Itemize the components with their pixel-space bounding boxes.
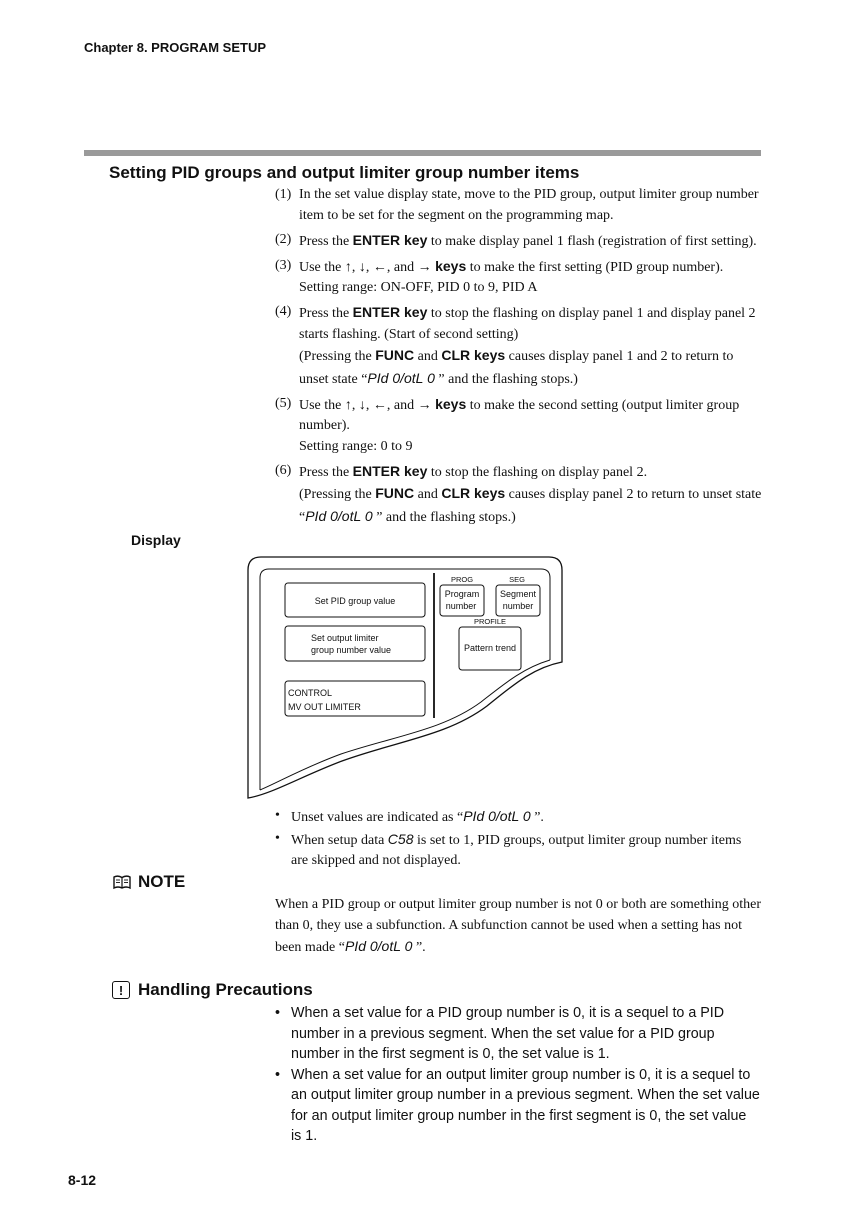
text-run: (Pressing the (299, 349, 376, 364)
key-term: CLR keys (441, 347, 506, 363)
precaution-text: When a set value for a PID group number is 0, it is a sequel to a PID number in a previous segment. When the set value for a PID group number in the first segment is 0, the set value is 1. (291, 1005, 725, 1062)
display-note-item (275, 806, 745, 829)
procedure-step (275, 394, 765, 458)
text-run: Setting range: 0 to 9 (299, 438, 413, 454)
display-label: Display (131, 532, 181, 548)
text-run: ” and the flashing stops.) (434, 371, 578, 387)
display-code: PId 0/otL 0 (367, 369, 435, 386)
text-run: and (414, 487, 442, 502)
prog-label: PROG (450, 575, 474, 584)
set-pid-group-label: Set PID group value (314, 596, 396, 606)
step-number: (1) (275, 187, 292, 202)
key-term: keys (435, 257, 467, 274)
bullet-dot: • (275, 1005, 281, 1021)
text-run: (Pressing the (299, 487, 376, 502)
text-run: ”. (530, 810, 544, 825)
text-run: Setting range: ON-OFF, PID 0 to 9, PID A (299, 280, 538, 295)
book-icon (112, 874, 132, 890)
note-text (275, 895, 765, 959)
key-term: CLR keys (441, 485, 506, 501)
text-run: Press the (299, 306, 353, 321)
key-term: FUNC (375, 347, 415, 363)
profile-label: PROFILE (473, 617, 507, 626)
text-run: Press the (299, 233, 353, 249)
text-run: Use the ↑, ↓, ←, and → (299, 397, 436, 413)
step-number: (5) (275, 395, 292, 411)
text-run: Unset values are indicated as “ (291, 810, 464, 825)
precaution-item (275, 1003, 760, 1065)
key-term: FUNC (375, 485, 415, 501)
section-rule (84, 150, 761, 156)
text-run: causes display panel 1 and 2 to return to unset state “ (299, 349, 734, 387)
text-run: to stop the flashing on display panel 1 and display panel 2 starts flashing. (Start of second setting) (299, 306, 756, 342)
text-run: is set to 1, PID groups, output limiter group number items are skipped and not displayed. (291, 832, 742, 868)
text-run: ”. (412, 940, 426, 955)
segment-number-label-2: number (502, 601, 534, 611)
mv-out-limiter-label: MV OUT LIMITER (288, 702, 361, 712)
note-heading (112, 872, 185, 892)
program-number-label-2: number (445, 601, 477, 611)
set-output-limiter-box (285, 626, 425, 661)
step-number: (2) (275, 231, 292, 247)
note-heading-text: NOTE (138, 872, 186, 891)
procedure-step (275, 256, 765, 299)
segment-number-label-1: Segment (499, 589, 537, 599)
exclamation-icon: ! (112, 981, 130, 999)
set-output-limiter-label-2: group number value (311, 645, 392, 655)
text-run: to make the second setting (output limiter group number). (299, 397, 740, 433)
program-number-label-1: Program (444, 589, 480, 599)
precaution-item (275, 1065, 760, 1147)
display-note-item (275, 829, 745, 872)
text-run: and (414, 349, 442, 364)
chapter-header: Chapter 8. PROGRAM SETUP (84, 40, 267, 55)
display-notes-list (275, 806, 745, 872)
text-run: to make the first setting (PID group number). (466, 259, 724, 275)
text-run: Press the (299, 464, 353, 480)
text-run: Use the ↑, ↓, ←, and → (299, 259, 436, 275)
step-number: (6) (275, 462, 292, 478)
display-code: PId 0/otL 0 (463, 808, 531, 824)
bullet-dot: • (275, 830, 280, 846)
key-term: ENTER key (352, 304, 428, 320)
display-code: PId 0/otL 0 (305, 507, 373, 524)
handling-precautions-heading (112, 980, 313, 1000)
handling-precautions-list (275, 1003, 760, 1147)
display-code: C58 (387, 830, 414, 847)
seg-label: SEG (509, 575, 525, 584)
step-number: (3) (275, 257, 292, 273)
page-number: 8-12 (68, 1172, 97, 1188)
text-run: When a PID group or output limiter group number is not 0 or both are something other than 0, they use a subfunction. A subfunction cannot be used when a setting has not been made “ (275, 897, 762, 955)
procedure-step (275, 302, 765, 390)
procedure-step (275, 461, 765, 529)
text-run: causes display panel 2 to return to unset state “ (299, 487, 762, 525)
key-term: keys (435, 395, 467, 412)
text-run: to make display panel 1 flash (registration of first setting). (427, 233, 757, 249)
text-run: to stop the flashing on display panel 2. (427, 464, 648, 480)
bullet-dot: • (275, 808, 280, 823)
step-number: (4) (275, 304, 292, 319)
procedure-step (275, 185, 765, 226)
pattern-trend-label: Pattern trend (463, 643, 517, 653)
bullet-dot: • (275, 1066, 281, 1083)
control-label: CONTROL (288, 688, 333, 698)
text-run: In the set value display state, move to the PID group, output limiter group number item to be set for the segment on the programming map. (299, 187, 759, 223)
procedure-steps (275, 185, 765, 532)
text-run: When setup data (291, 832, 388, 848)
key-term: ENTER key (352, 231, 428, 248)
precaution-text: When a set value for an output limiter group number is 0, it is a sequel to an output limiter group number in a previous segment. When the set value for an output limiter group number in the first segment is 0, the set value is 1. (291, 1066, 760, 1144)
display-panel-illustration (247, 556, 567, 802)
key-term: ENTER key (352, 462, 428, 479)
text-run: ” and the flashing stops.) (372, 509, 516, 525)
section-title: Setting PID groups and output limiter group number items (109, 163, 580, 182)
procedure-step (275, 230, 765, 253)
display-code: PId 0/otL 0 (344, 938, 413, 954)
handling-precautions-heading-text: Handling Precautions (138, 980, 313, 999)
set-output-limiter-label-1: Set output limiter (311, 633, 379, 643)
panel-tear-edge (260, 660, 550, 790)
